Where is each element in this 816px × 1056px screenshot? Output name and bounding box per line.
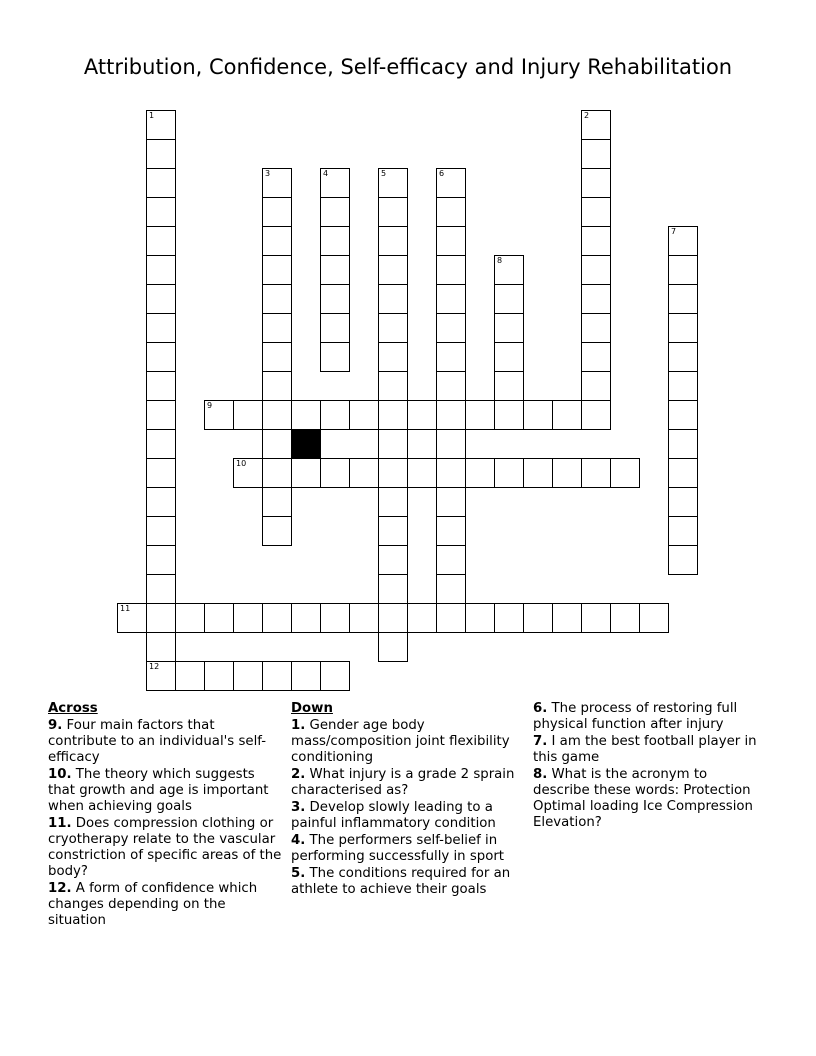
- clue-text: What injury is a grade 2 sprain characterised as?: [291, 767, 515, 798]
- grid-cell[interactable]: [146, 313, 176, 343]
- grid-cell[interactable]: [581, 284, 611, 314]
- clue-text: Develop slowly leading to a painful inflammatory condition: [291, 800, 496, 831]
- grid-cell[interactable]: [581, 342, 611, 372]
- grid-cell[interactable]: [523, 458, 553, 488]
- clue-number: 11: [120, 604, 131, 613]
- grid-cell[interactable]: [668, 458, 698, 488]
- grid-cell[interactable]: [523, 603, 553, 633]
- clue-number-label: 9.: [48, 718, 63, 733]
- grid-cell[interactable]: [378, 400, 408, 430]
- grid-cell[interactable]: [552, 603, 582, 633]
- grid-cell[interactable]: [378, 197, 408, 227]
- grid-cell[interactable]: [146, 226, 176, 256]
- grid-cell[interactable]: [146, 661, 176, 691]
- grid-cell[interactable]: [378, 226, 408, 256]
- clue-number-label: 11.: [48, 816, 72, 831]
- grid-cell[interactable]: [407, 603, 437, 633]
- clue-text: I am the best football player in this game: [533, 734, 757, 765]
- grid-cell[interactable]: [262, 516, 292, 546]
- grid-cell[interactable]: [552, 400, 582, 430]
- grid-cell[interactable]: [262, 226, 292, 256]
- grid-cell[interactable]: [262, 284, 292, 314]
- clue-text: Does compression clothing or cryotherapy relate to the vascular constriction of specific areas of the body?: [48, 816, 282, 879]
- grid-cell[interactable]: [494, 371, 524, 401]
- grid-cell[interactable]: [262, 603, 292, 633]
- grid-cell[interactable]: [291, 661, 321, 691]
- grid-cell[interactable]: [378, 632, 408, 662]
- grid-cell[interactable]: [436, 545, 466, 575]
- grid-cell[interactable]: [494, 255, 524, 285]
- grid-cell[interactable]: [233, 400, 263, 430]
- grid-cell[interactable]: [668, 342, 698, 372]
- grid-cell[interactable]: [494, 342, 524, 372]
- clue-number-label: 6.: [533, 701, 548, 716]
- grid-cell[interactable]: [378, 371, 408, 401]
- grid-cell[interactable]: [146, 139, 176, 169]
- clue-number-label: 1.: [291, 718, 306, 733]
- grid-cell[interactable]: [146, 458, 176, 488]
- grid-cell[interactable]: [262, 313, 292, 343]
- grid-cell[interactable]: [262, 400, 292, 430]
- grid-cell[interactable]: [465, 603, 495, 633]
- grid-cell[interactable]: [668, 255, 698, 285]
- clue-item: [291, 833, 517, 865]
- clue-number: 9: [207, 401, 213, 410]
- clue-item: [533, 734, 759, 766]
- clue-number-label: 5.: [291, 866, 306, 881]
- grid-cell[interactable]: [494, 400, 524, 430]
- grid-cell[interactable]: [320, 603, 350, 633]
- grid-cell[interactable]: [436, 342, 466, 372]
- grid-cell[interactable]: [465, 400, 495, 430]
- grid-cell[interactable]: [117, 603, 147, 633]
- grid-cell[interactable]: [436, 487, 466, 517]
- grid-cell[interactable]: [378, 342, 408, 372]
- grid-cell[interactable]: [320, 342, 350, 372]
- grid-cell[interactable]: [494, 284, 524, 314]
- across-clues: [48, 701, 284, 930]
- grid-cell[interactable]: [494, 458, 524, 488]
- grid-cell[interactable]: [581, 197, 611, 227]
- grid-cell[interactable]: [436, 458, 466, 488]
- grid-cell[interactable]: [146, 255, 176, 285]
- clue-number: 8: [497, 256, 503, 265]
- grid-cell[interactable]: [436, 603, 466, 633]
- grid-cell[interactable]: [436, 284, 466, 314]
- clue-number-label: 10.: [48, 767, 72, 782]
- grid-cell[interactable]: [262, 342, 292, 372]
- grid-cell[interactable]: [581, 110, 611, 140]
- grid-cell[interactable]: [262, 661, 292, 691]
- clue-item: [533, 767, 759, 831]
- across-heading: Across: [48, 701, 98, 716]
- grid-cell[interactable]: [581, 371, 611, 401]
- grid-cell[interactable]: [146, 371, 176, 401]
- grid-cell[interactable]: [494, 603, 524, 633]
- clue-item: [291, 800, 517, 832]
- grid-cell[interactable]: [262, 197, 292, 227]
- grid-cell[interactable]: [146, 487, 176, 517]
- grid-cell[interactable]: [581, 255, 611, 285]
- grid-cell[interactable]: [320, 168, 350, 198]
- grid-cell[interactable]: [233, 661, 263, 691]
- grid-cell[interactable]: [175, 661, 205, 691]
- clue-number-label: 3.: [291, 800, 306, 815]
- grid-cell[interactable]: [233, 603, 263, 633]
- grid-cell[interactable]: [407, 458, 437, 488]
- grid-cell[interactable]: [262, 371, 292, 401]
- grid-cell[interactable]: [436, 255, 466, 285]
- grid-cell[interactable]: [320, 284, 350, 314]
- grid-cell[interactable]: [146, 632, 176, 662]
- clue-item: [48, 767, 284, 815]
- grid-cell[interactable]: [436, 429, 466, 459]
- clue-item: [48, 816, 284, 880]
- grid-cell[interactable]: [320, 313, 350, 343]
- grid-cell[interactable]: [349, 458, 379, 488]
- grid-cell[interactable]: [320, 400, 350, 430]
- grid-cell[interactable]: [639, 603, 669, 633]
- clue-text: What is the acronym to describe these words: Protection Optimal loading Ice Compression Elevation?: [533, 767, 753, 830]
- grid-cell[interactable]: [668, 313, 698, 343]
- grid-cell[interactable]: [146, 516, 176, 546]
- clue-item: [291, 718, 517, 766]
- clue-text: Four main factors that contribute to an individual's self-efficacy: [48, 718, 267, 765]
- clue-number: 4: [323, 169, 329, 178]
- grid-cell[interactable]: [291, 603, 321, 633]
- clue-number: 12: [149, 662, 160, 671]
- grid-cell[interactable]: [262, 458, 292, 488]
- grid-cell[interactable]: [378, 603, 408, 633]
- grid-cell[interactable]: [668, 400, 698, 430]
- clue-number: 6: [439, 169, 445, 178]
- grid-cell[interactable]: [204, 603, 234, 633]
- clue-item: [533, 701, 759, 733]
- grid-cell[interactable]: [320, 255, 350, 285]
- grid-cell[interactable]: [668, 429, 698, 459]
- grid-cell[interactable]: [436, 400, 466, 430]
- clue-text: The performers self-belief in performing successfully in sport: [291, 833, 505, 864]
- clue-text: The process of restoring full physical function after injury: [533, 701, 738, 732]
- clue-item: [291, 767, 517, 799]
- grid-cell[interactable]: [204, 661, 234, 691]
- grid-cell[interactable]: [378, 545, 408, 575]
- grid-cell[interactable]: [378, 313, 408, 343]
- grid-cell[interactable]: [494, 313, 524, 343]
- grid-cell[interactable]: [668, 226, 698, 256]
- grid-cell[interactable]: [349, 603, 379, 633]
- down-clues-continued: [533, 701, 759, 832]
- grid-cell[interactable]: [262, 429, 292, 459]
- grid-cell[interactable]: [320, 458, 350, 488]
- grid-cell[interactable]: [436, 516, 466, 546]
- clue-number-label: 12.: [48, 881, 72, 896]
- grid-cell[interactable]: [581, 226, 611, 256]
- grid-cell[interactable]: [668, 284, 698, 314]
- clue-item: [48, 718, 284, 766]
- grid-cell[interactable]: [436, 371, 466, 401]
- grid-cell[interactable]: [204, 400, 234, 430]
- grid-cell[interactable]: [436, 226, 466, 256]
- grid-cell[interactable]: [668, 545, 698, 575]
- grid-cell[interactable]: [581, 603, 611, 633]
- grid-cell[interactable]: [320, 197, 350, 227]
- grid-cell[interactable]: [378, 255, 408, 285]
- grid-cell[interactable]: [436, 313, 466, 343]
- grid-cell[interactable]: [146, 574, 176, 604]
- grid-cell[interactable]: [262, 168, 292, 198]
- grid-cell[interactable]: [436, 574, 466, 604]
- clue-item: [291, 866, 517, 898]
- grid-cell[interactable]: [378, 487, 408, 517]
- grid-cell[interactable]: [610, 603, 640, 633]
- clue-number-label: 4.: [291, 833, 306, 848]
- clue-text: The theory which suggests that growth and age is important when achieving goals: [48, 767, 269, 814]
- grid-cell[interactable]: [320, 661, 350, 691]
- clue-item: [48, 881, 284, 929]
- grid-cell[interactable]: [146, 429, 176, 459]
- grid-cell[interactable]: [175, 603, 205, 633]
- grid-cell[interactable]: [668, 371, 698, 401]
- grid-cell[interactable]: [349, 400, 379, 430]
- clue-number: 1: [149, 111, 155, 120]
- grid-cell[interactable]: [668, 516, 698, 546]
- clue-text: A form of confidence which changes depending on the situation: [48, 881, 258, 928]
- puzzle-title: Attribution, Confidence, Self-efficacy and Injury Rehabilitation: [83, 55, 733, 79]
- grid-cell[interactable]: [146, 342, 176, 372]
- grid-cell[interactable]: [291, 458, 321, 488]
- grid-cell[interactable]: [146, 110, 176, 140]
- grid-cell[interactable]: [436, 168, 466, 198]
- grid-cell[interactable]: [581, 139, 611, 169]
- grid-cell[interactable]: [668, 487, 698, 517]
- grid-cell[interactable]: [581, 400, 611, 430]
- grid-cell[interactable]: [581, 458, 611, 488]
- grid-cell[interactable]: [146, 545, 176, 575]
- grid-cell[interactable]: [262, 255, 292, 285]
- clue-number: 2: [584, 111, 590, 120]
- clue-number-label: 7.: [533, 734, 548, 749]
- grid-cell[interactable]: [291, 400, 321, 430]
- clue-number: 5: [381, 169, 387, 178]
- down-clues: [291, 701, 517, 899]
- grid-cell[interactable]: [407, 400, 437, 430]
- grid-cell[interactable]: [320, 226, 350, 256]
- clue-number-label: 2.: [291, 767, 306, 782]
- clue-number: 7: [671, 227, 677, 236]
- grid-cell[interactable]: [378, 284, 408, 314]
- grid-cell[interactable]: [378, 168, 408, 198]
- grid-cell[interactable]: [378, 458, 408, 488]
- grid-cell[interactable]: [378, 574, 408, 604]
- clue-number-label: 8.: [533, 767, 548, 782]
- grid-cell[interactable]: [146, 400, 176, 430]
- clue-text: Gender age body mass/composition joint flexibility conditioning: [291, 718, 510, 765]
- grid-cell[interactable]: [146, 197, 176, 227]
- clue-number: 10: [236, 459, 247, 468]
- grid-block: [291, 429, 321, 459]
- grid-cell[interactable]: [146, 168, 176, 198]
- grid-cell[interactable]: [378, 516, 408, 546]
- grid-cell[interactable]: [523, 400, 553, 430]
- grid-cell[interactable]: [233, 458, 263, 488]
- grid-cell[interactable]: [146, 603, 176, 633]
- grid-cell[interactable]: [436, 197, 466, 227]
- grid-cell[interactable]: [581, 313, 611, 343]
- grid-cell[interactable]: [262, 487, 292, 517]
- down-heading: Down: [291, 701, 333, 716]
- clue-text: The conditions required for an athlete to achieve their goals: [291, 866, 511, 897]
- grid-cell[interactable]: [378, 429, 408, 459]
- clue-number: 3: [265, 169, 271, 178]
- grid-cell[interactable]: [610, 458, 640, 488]
- grid-cell[interactable]: [552, 458, 582, 488]
- grid-cell[interactable]: [465, 458, 495, 488]
- grid-cell[interactable]: [146, 284, 176, 314]
- grid-cell[interactable]: [581, 168, 611, 198]
